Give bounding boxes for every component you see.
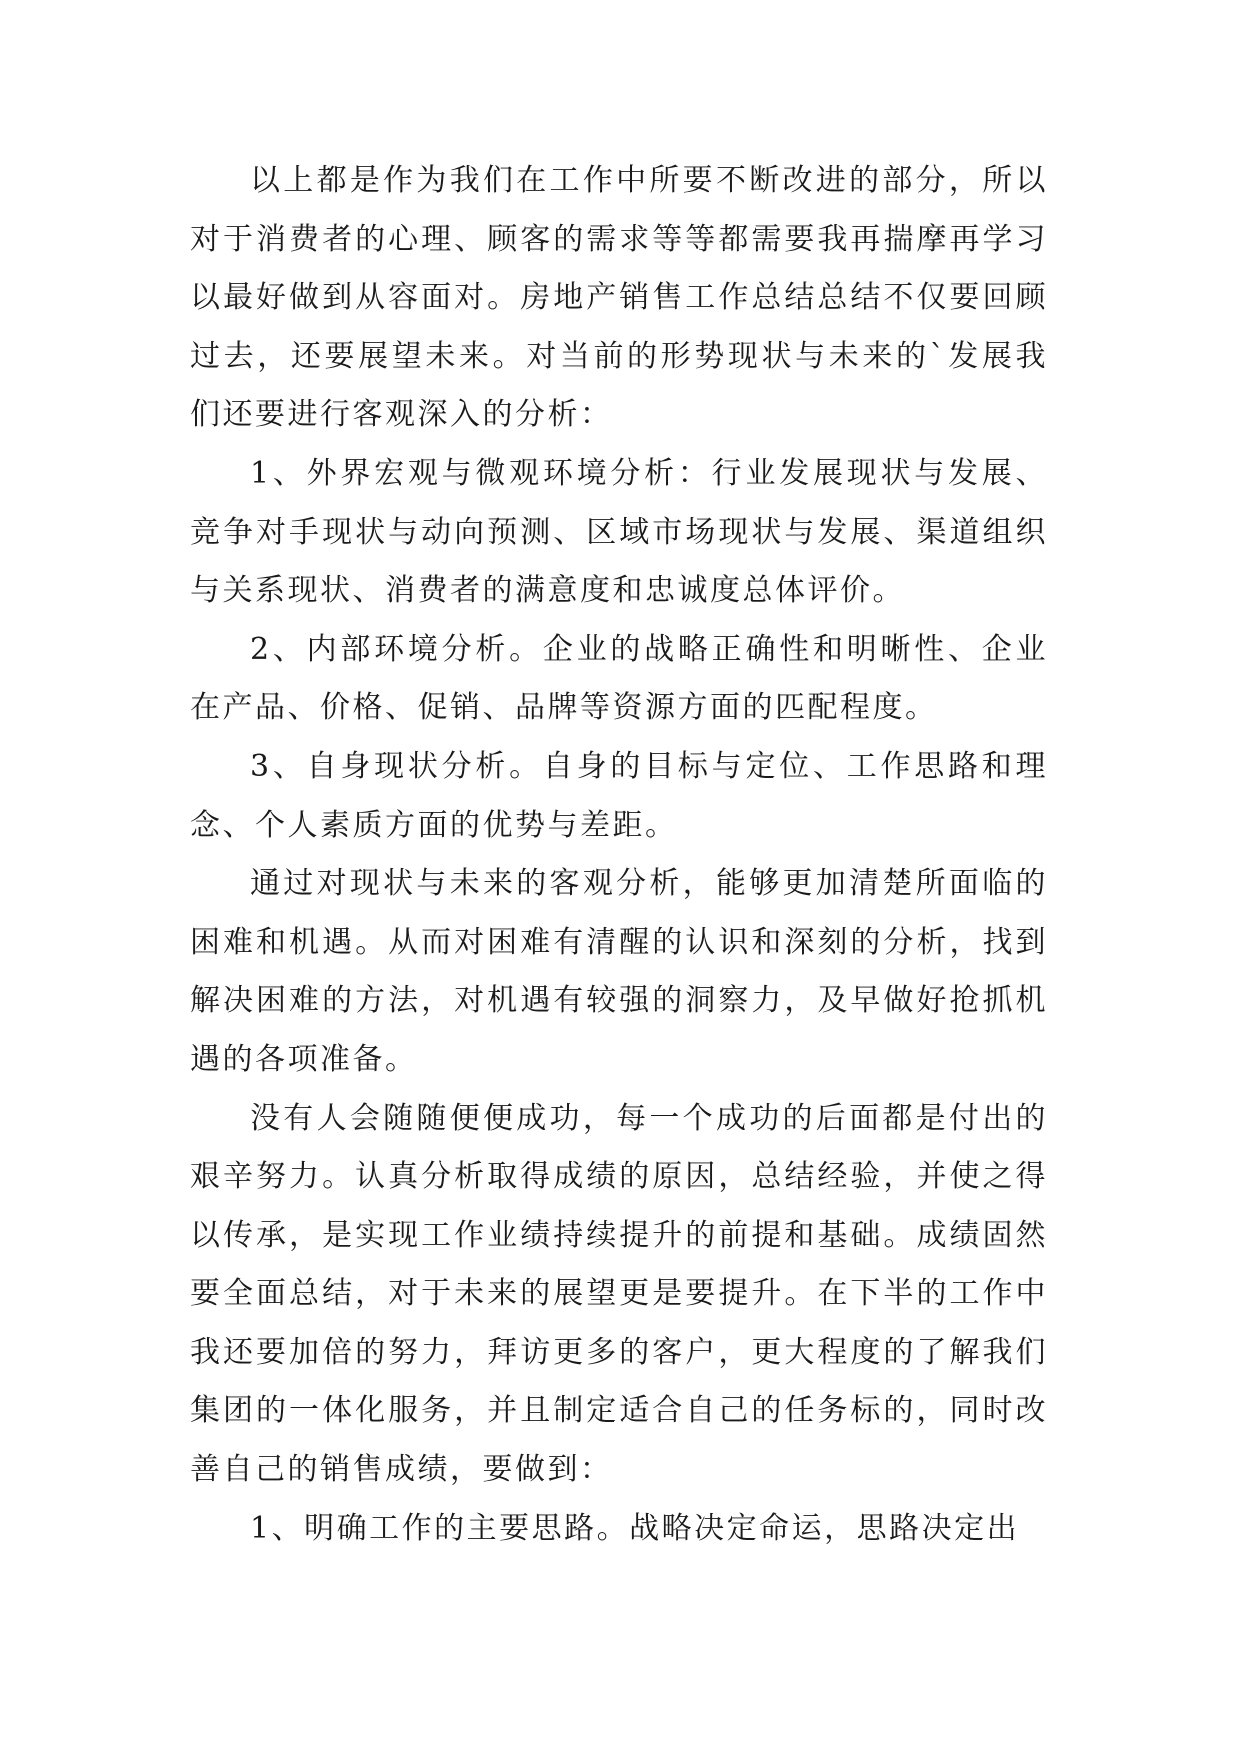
paragraph-external-analysis: 1、外界宏观与微观环境分析：行业发展现状与发展、竞争对手现状与动向预测、区域市场现状与发展、渠道组织与关系现状、消费者的满意度和忠诚度总体评价。	[190, 455, 1048, 609]
paragraph-internal-analysis: 2、内部环境分析。企业的战略正确性和明晰性、企业在产品、价格、促销、品牌等资源方面的匹配程度。	[190, 631, 1048, 726]
paragraph-opportunities: 通过对现状与未来的客观分析，能够更加清楚所面临的困难和机遇。从而对困难有清醒的认识和深刻的分析，找到解决困难的方法，对机遇有较强的洞察力，及早做好抢抓机遇的各项准备。	[190, 866, 1048, 1077]
paragraph-success: 没有人会随随便便成功，每一个成功的后面都是付出的艰辛努力。认真分析取得成绩的原因，总结经验，并使之得以传承，是实现工作业绩持续提升的前提和基础。成绩固然要全面总结，对于未来的展望更是要提升。在下半的工作中我还要加倍的努力，拜访更多的客户，更大程度的了解我们集团的一体化服务，并且制定适合自己的任务标的，同时改善自己的销售成绩，要做到：	[190, 1100, 1048, 1488]
paragraph-self-analysis: 3、自身现状分析。自身的目标与定位、工作思路和理念、个人素质方面的优势与差距。	[190, 748, 1048, 843]
paragraph-intro: 以上都是作为我们在工作中所要不断改进的部分，所以对于消费者的心理、顾客的需求等等都需要我再揣摩再学习以最好做到从容面对。房地产销售工作总结总结不仅要回顾过去，还要展望未来。对当前的形势现状与未来的`发展我们还要进行客观深入的分析：	[190, 163, 1048, 433]
paragraph-work-ideas: 1、明确工作的主要思路。战略决定命运，思路决定出	[250, 1510, 1020, 1546]
document-body	[190, 152, 1048, 1558]
